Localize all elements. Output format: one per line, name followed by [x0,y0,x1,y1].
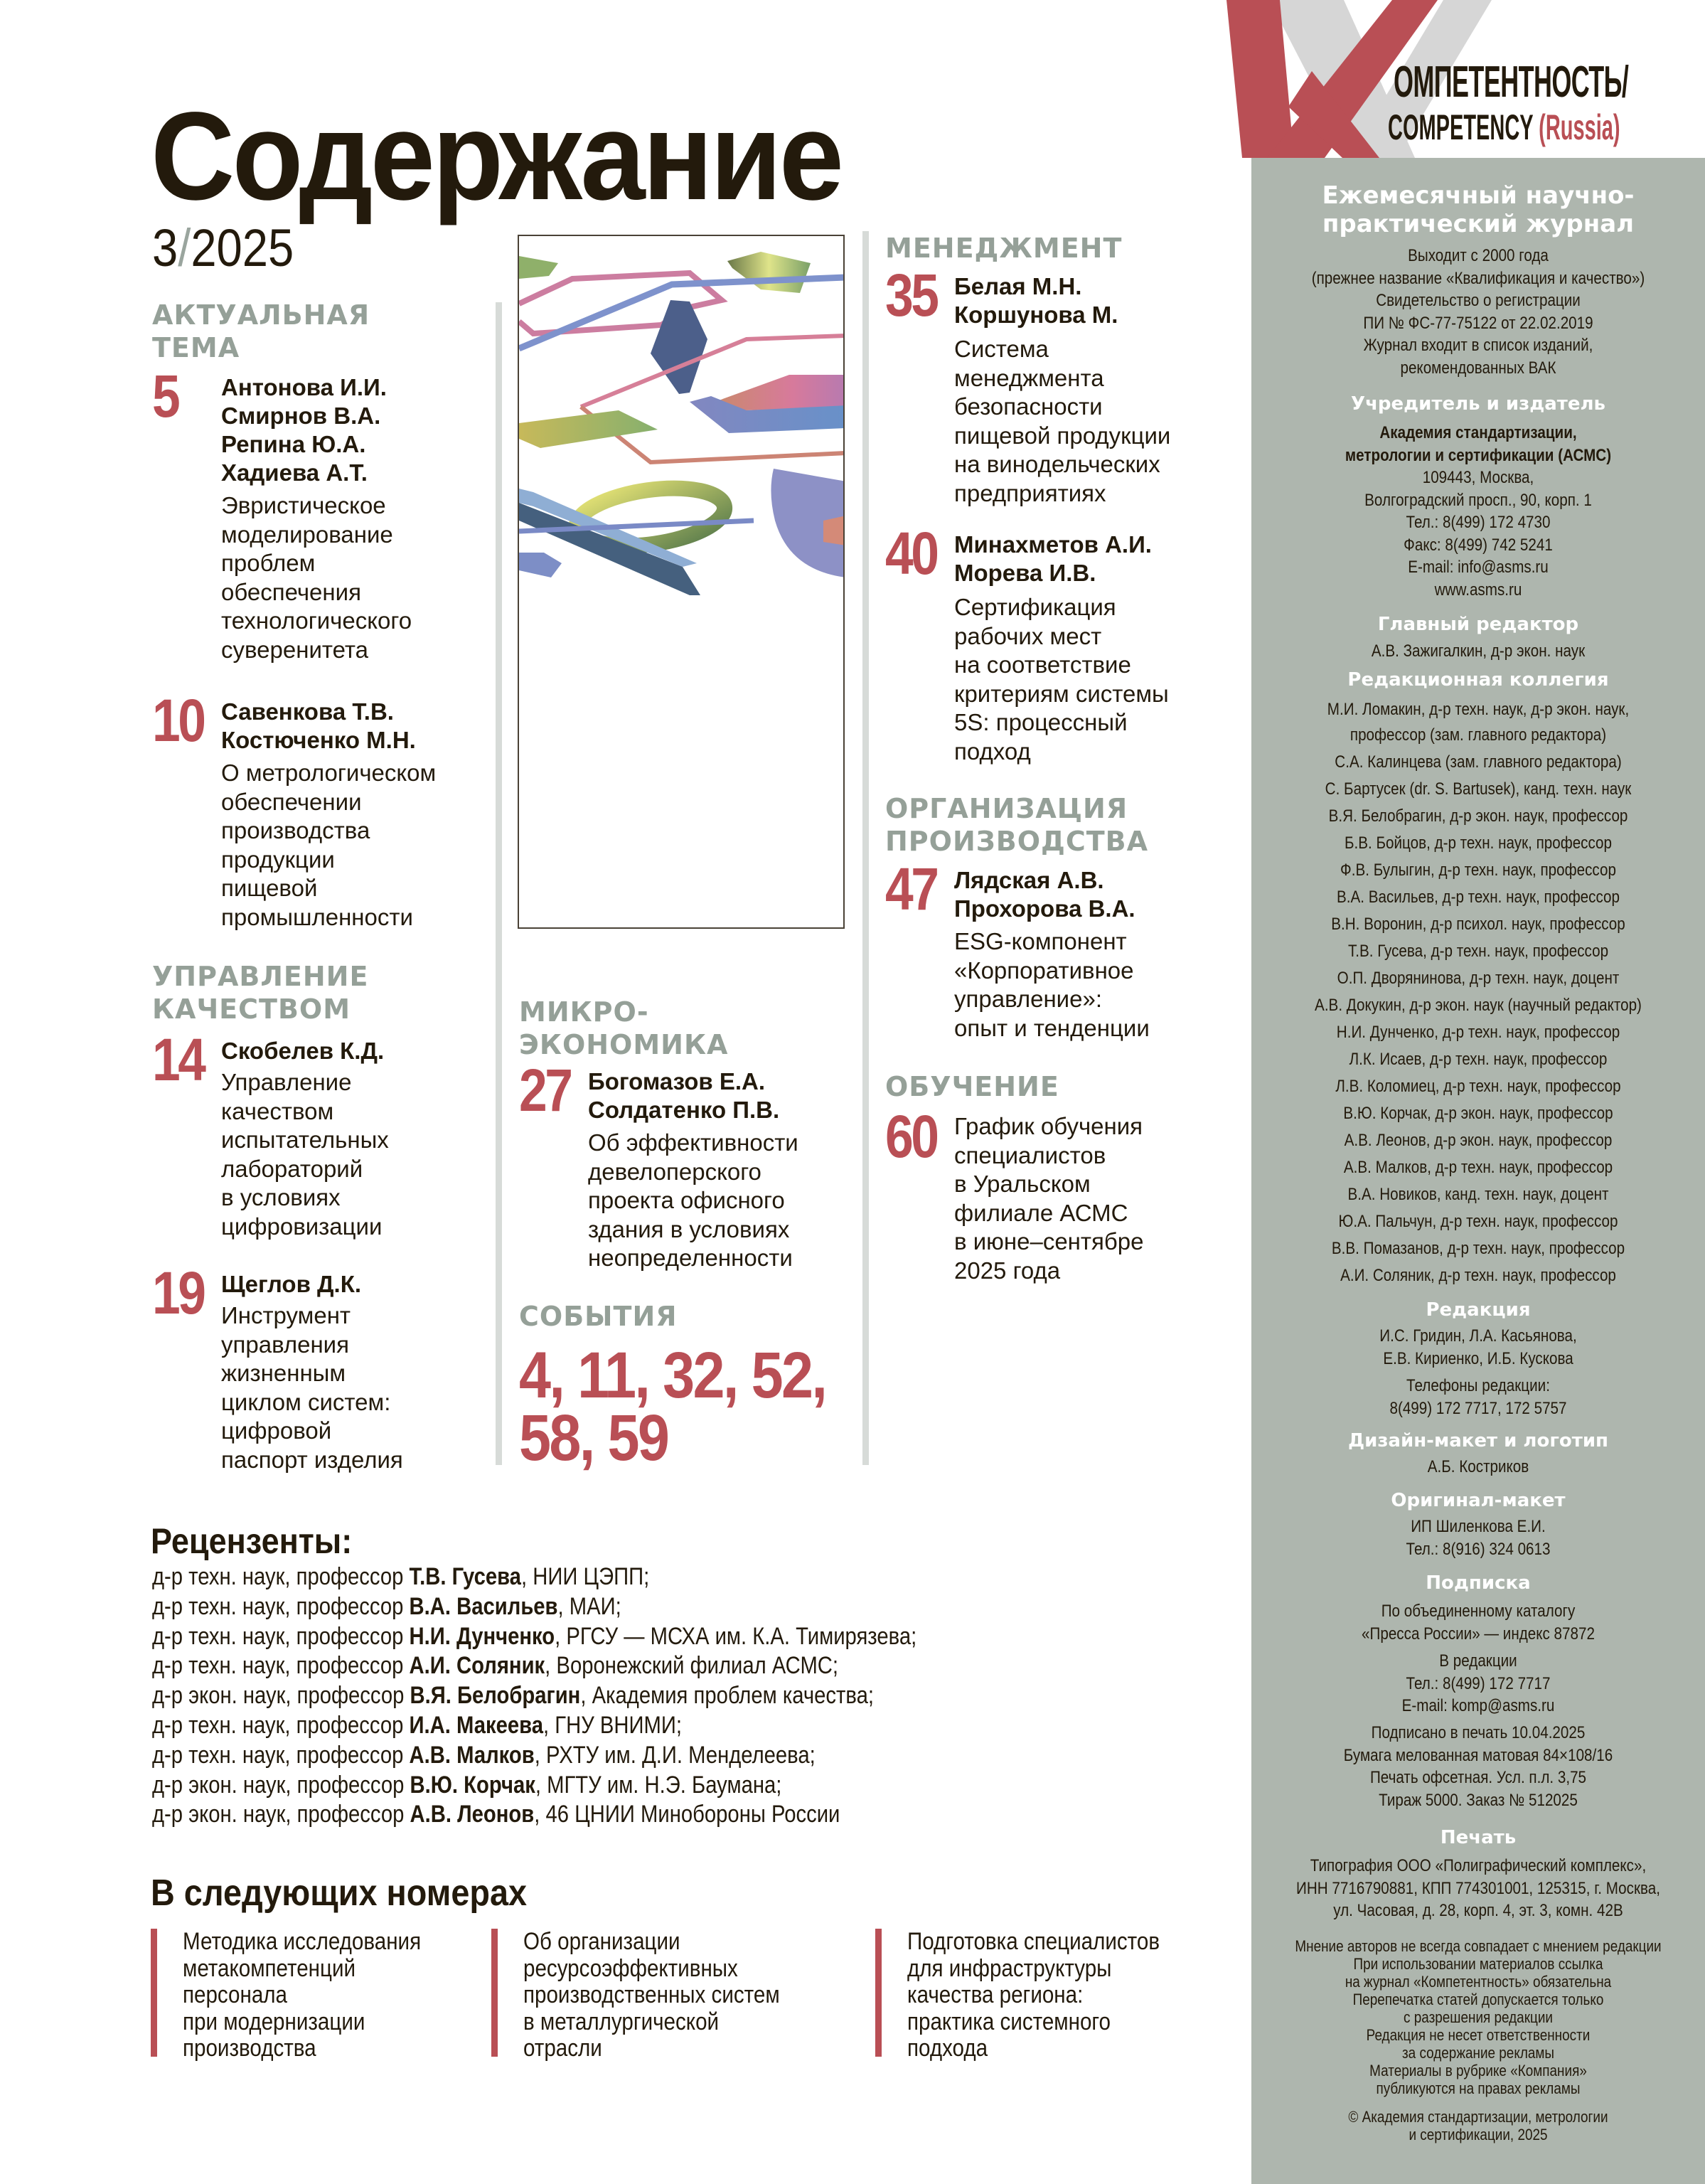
article-title: О метрологическом обеспечении производства продукции пищевой промышленности [221,760,437,930]
section-title-line: КАЧЕСТВОМ [152,994,351,1025]
next-issue-item: Об организации ресурсоэффективных производственных систем в металлургической отрасли [491,1929,818,2057]
section-title-events [519,1300,678,1333]
article-authors: Лядская А.В. Прохорова В.А. [954,867,1135,922]
article-title: ESG-компонент «Корпоративное управление»: опыт и тенденции [954,928,1150,1041]
page-number: 14 [152,1026,204,1093]
section-title-line: УПРАВЛЕНИЕ [152,961,369,992]
subscription-info: По объединенному каталогу «Пресса России» — индекс 87872 [1362,1602,1595,1644]
next-issues-heading: В следующих номерах [151,1873,528,1914]
column-divider-right [862,231,869,1465]
disclaimer: Мнение авторов не всегда совпадает с мнением редакции При использовании материалов ссылка на журнал «Компетентность» обязательна Перепечатка статей допускается только с разрешения редакции Редакция не несет ответственности за содержание рекламы Материалы в рубрике «Компания» публикуются на правах рекламы [1295,1937,1662,2097]
page-number: 19 [152,1259,204,1326]
article-title: Инструмент управления жизненным циклом систем: цифровой паспорт изделия [221,1302,403,1473]
subscription-heading: Подписка [1426,1572,1531,1594]
reviewer-item: д-р техн. наук, профессор А.В. Малков, РХТУ им. Д.И. Менделеева; [152,1741,816,1769]
chief-editor-heading: Главный редактор [1377,614,1579,635]
reviewer-item: д-р техн. наук, профессор В.А. Васильев, МАИ; [152,1592,621,1620]
section-title-actual-topic [152,299,370,364]
section-title-line: ОРГАНИЗАЦИЯ [885,793,1128,824]
section-title-line: СОБЫТИЯ [519,1301,678,1332]
reviewer-item: д-р техн. наук, профессор А.И. Соляник, Воронежский филиал АСМС; [152,1652,839,1680]
next-issue-item: Методика исследования метакомпетенций персонала при модернизации производства [151,1929,456,2057]
article-authors: Скобелев К.Д. [221,1038,385,1064]
reviewer-item: д-р экон. наук, профессор В.Я. Белобрагин, Академия проблем качества; [152,1682,875,1710]
page-number: 35 [885,262,937,329]
cover-illustration [518,235,845,929]
section-title-quality-management [152,960,368,1026]
issue-num: 3 [152,218,178,277]
section-title-training [885,1070,1059,1103]
article-authors: Белая М.Н. Коршунова М. [954,273,1118,328]
reviewers-heading: Рецензенты: [151,1521,353,1561]
events-pages-line: 4, 11, 32, 52, [519,1339,826,1412]
founder-heading: Учредитель и издатель [1351,393,1605,415]
section-title-production-organization [885,792,1148,858]
article-title: Система менеджмента безопасности пищевой продукции на винодельческих предприятиях [954,336,1171,506]
next-issue-item: Подготовка специалистов для инфраструктуры качества региона: практика системного подхода [875,1929,1197,2057]
issue-number [152,218,294,277]
page-number: 10 [152,687,204,754]
subscription-office: В редакции Тел.: 8(499) 172 7717 E-mail: komp@asms.ru [1401,1651,1555,1715]
section-title-microeconomics [519,996,728,1061]
page-title: Содержание [151,87,842,226]
editorial-board: М.И. Ломакин, д-р техн. наук, д-р экон. наук, профессор (зам. главного редактора) С.А. Калинцева (зам. главного редактора) С. Бартусек (dr. S. Bartusek), канд. техн. наук В.Я. Белобрагин, д-р экон. наук, профессор Б.В. Бойцов, д-р техн. наук, профессор Ф.В. Булыгин, д-р техн. наук, профессор В.А. Васильев, д-р техн. наук, профессор В.Н. Воронин, д-р психол. наук, профессор Т.В. Гусева, д-р техн. наук, профессор О.П. Дворянинова, д-р техн. наук, доцент А.В. Докукин, д-р экон. наук (научный редактор) Н.И. Дунченко, д-р техн. наук, профессор Л.К. Исаев, д-р техн. наук, профессор Л.В. Коломиец, д-р техн. наук, профессор В.Ю. Корчак, д-р экон. наук, профессор А.В. Леонов, д-р экон. наук, профессор А.В. Малков, д-р техн. наук, профессор В.А. Новиков, канд. техн. наук, доцент Ю.А. Пальчун, д-р техн. наук, профессор В.В. Помазанов, д-р техн. наук, профессор А.И. Соляник, д-р техн. наук, профессор [1315,700,1642,1285]
logo-title-en: COMPETENCY (Russia) [1388,107,1620,147]
article-title: График обучения специалистов в Уральском филиале АСМС в июне–сентябре 2025 года [954,1113,1144,1284]
page-number: 5 [152,363,178,430]
reviewer-item: д-р экон. наук, профессор А.В. Леонов, 46 ЦНИИ Минобороны России [152,1801,840,1828]
section-title-line: МЕНЕДЖМЕНТ [885,233,1123,264]
events-page-numbers[interactable] [519,1339,826,1474]
reviewer-item: д-р экон. наук, профессор В.Ю. Корчак, МГТУ им. Н.Э. Баумана; [152,1771,782,1799]
issue-slash: / [178,218,191,277]
section-title-line: АКТУАЛЬНАЯ [152,299,370,331]
printing-info: Типография ООО «Полиграфический комплекс», ИНН 7716790881, КПП 774301001, 125315, г. Москва, ул. Часовая, д. 28, корп. 4, эт. 3, комн. 42В [1296,1856,1660,1920]
article-authors: Щеглов Д.К. [221,1271,362,1297]
board-heading: Редакционная коллегия [1347,669,1609,691]
article-authors: Савенкова Т.В. Костюченко М.Н. [221,698,416,753]
sidebar-journal-type: Ежемесячный научно- практический журнал [1322,181,1635,238]
reviewers-list [152,1562,916,1830]
events-pages-line: 58, 59 [519,1402,668,1474]
section-title-line: МИКРО- [519,996,649,1028]
page-number: 40 [885,520,937,587]
founder-info: Академия стандартизации, метрологии и сертификации (АСМС) 109443, Москва, Волгоградский просп., 90, корп. 1 Тел.: 8(499) 172 4730 Факс: 8(499) 742 5241 E-mail: info@asms.ru www.asms.ru [1345,423,1612,600]
article-authors: Минахметов А.И. Морева И.В. [954,531,1152,586]
printing-heading: Печать [1440,1827,1517,1848]
design-author: А.Б. Костриков [1427,1457,1529,1476]
article-title: Об эффективности девелоперского проекта офисного здания в условиях неопределенности [588,1129,798,1271]
reviewer-item: д-р техн. наук, профессор И.А. Макеева, ГНУ ВНИМИ; [152,1711,683,1739]
page-number: 60 [885,1103,937,1170]
page-number: 27 [519,1057,571,1124]
copyright: © Академия стандартизации, метрологии и сертификации, 2025 [1348,2108,1608,2143]
article-title: Управление качеством испытательных лабораторий в условиях цифровизации [221,1069,389,1240]
layout-info: ИП Шиленкова Е.И. Тел.: 8(916) 324 0613 [1406,1517,1551,1559]
layout-heading: Оригинал-макет [1391,1490,1566,1511]
print-info: Подписано в печать 10.04.2025 Бумага мелованная матовая 84×108/16 Печать офсетная. Усл. п.л. 3,75 Тираж 5000. Заказ № 512025 [1343,1723,1613,1810]
reviewer-item: д-р техн. наук, профессор Н.И. Дунченко, РГСУ — МСХА им. К.А. Тимирязева; [152,1622,917,1650]
article-title: Сертификация рабочих мест на соответствие критериям системы 5S: процессный подход [954,594,1169,765]
chief-editor: А.В. Зажигалкин, д-р экон. наук [1371,641,1586,661]
logo-title-ru: ОМПЕТЕНТНОСТЬ/ [1394,58,1629,107]
sidebar-about: Выходит с 2000 года (прежнее название «Квалификация и качество») Свидетельство о регистрации ПИ № ФС-77-75122 от 22.02.2019 Журнал входит в список изданий, рекомендованных ВАК [1311,246,1645,378]
section-title-line: ЭКОНОМИКА [519,1029,729,1060]
section-title-line: ПРОИЗВОДСТВА [885,826,1149,857]
design-heading: Дизайн-макет и логотип [1347,1430,1609,1451]
page-number: 47 [885,856,937,922]
editorial-staff: И.С. Гридин, Л.А. Касьянова, Е.В. Кириенко, И.Б. Кускова [1379,1326,1577,1368]
article-authors: Богомазов Е.А. Солдатенко П.В. [588,1068,780,1123]
section-title-line: ТЕМА [152,332,240,363]
editorial-heading: Редакция [1426,1299,1531,1321]
issue-year: 2025 [191,218,294,277]
abstract-shapes-image [519,236,843,927]
reviewer-item: д-р техн. наук, профессор Т.В. Гусева, НИИ ЦЭПП; [152,1563,650,1590]
section-title-line: ОБУЧЕНИЕ [885,1071,1059,1102]
editorial-phones: Телефоны редакции: 8(499) 172 7717, 172 5757 [1389,1376,1567,1418]
article-title: Эвристическое моделирование проблем обеспечения технологического суверенитета [221,492,412,663]
section-title-management [885,232,1122,265]
article-authors: Антонова И.И. Смирнов В.А. Репина Ю.А. Хадиева А.Т. [221,374,387,486]
